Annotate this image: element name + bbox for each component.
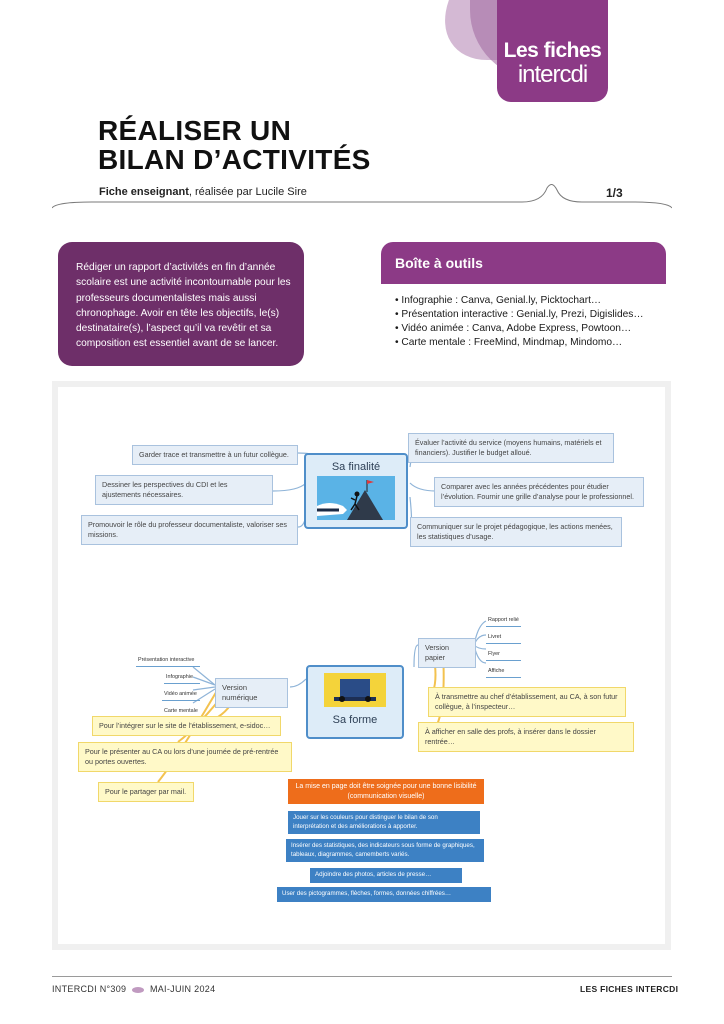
numerique-items bbox=[136, 655, 200, 718]
separator-icon bbox=[132, 987, 144, 993]
papier-item: Livret bbox=[486, 632, 521, 644]
brand-line1: Les fiches bbox=[503, 39, 602, 62]
finalite-right-1: Évaluer l’activité du service (moyens humains, matériels et financiers). Justifier le budget alloué. bbox=[408, 433, 614, 463]
toolbox-item: • Carte mentale : FreeMind, Mindmap, Mindomo… bbox=[395, 336, 666, 350]
footer-date: MAI-JUIN 2024 bbox=[149, 984, 216, 994]
title-line2: BILAN D’ACTIVITÉS bbox=[98, 144, 371, 175]
numerique-item: Vidéo animée bbox=[162, 689, 200, 701]
numerique-item: Carte mentale bbox=[162, 706, 200, 718]
numerique-item: Infographie bbox=[164, 672, 200, 684]
tip-colors: Jouer sur les couleurs pour distinguer le bilan de son interprétation et des améliorations à apporter. bbox=[288, 811, 480, 834]
numerique-item: Présentation interactive bbox=[136, 655, 200, 667]
layout-tip: La mise en page doit être soignée pour une bonne lisibilité (communication visuelle) bbox=[288, 779, 484, 804]
page-indicator: 1/3 bbox=[606, 186, 623, 200]
title-line1: RÉALISER UN bbox=[98, 115, 292, 146]
forme-center-label: Sa forme bbox=[332, 714, 378, 726]
papier-label: Version papier bbox=[418, 638, 476, 668]
finalite-center bbox=[304, 453, 408, 529]
tip-statistics: Insérer des statistiques, des indicateurs sous forme de graphiques, tableaux, diagrammes, camemberts variés. bbox=[286, 839, 484, 862]
finalite-right-3: Communiquer sur le projet pédagogique, les actions menées, les statistiques d’usage. bbox=[410, 517, 622, 547]
toolbox-list bbox=[381, 284, 666, 350]
numerique-use-2: Pour le présenter au CA ou lors d’une journée de pré-rentrée ou portes ouvertes. bbox=[78, 742, 292, 772]
toolbox-item: • Vidéo animée : Canva, Adobe Express, Powtoon… bbox=[395, 322, 666, 336]
papier-item: Affiche bbox=[486, 666, 521, 678]
byline bbox=[99, 186, 307, 198]
finalite-left-2: Dessiner les perspectives du CDI et les ajustements nécessaires. bbox=[95, 475, 273, 505]
finalite-left-3: Promouvoir le rôle du professeur documentaliste, valoriser ses missions. bbox=[81, 515, 298, 545]
toolbox-item: • Présentation interactive : Genial.ly, Prezi, Digislides… bbox=[395, 308, 666, 322]
intro-box: Rédiger un rapport d’activités en fin d’année scolaire est une activité incontournable pour les professeurs documentalistes mais aussi chronophage. Avoir en tête les objectifs, le(s) destinataire(s), l’aspect qu’il va revêtir et sa composition est essentiel avant de se lancer. bbox=[58, 242, 304, 366]
toolbox-item: • Infographie : Canva, Genial.ly, Picktochart… bbox=[395, 294, 666, 308]
papier-item: Rapport relié bbox=[486, 615, 521, 627]
header-divider bbox=[52, 178, 672, 218]
numerique-use-3: Pour le partager par mail. bbox=[98, 782, 194, 802]
footer-issue-number: INTERCDI N°309 bbox=[52, 984, 127, 994]
toolbox bbox=[381, 242, 666, 367]
toolbox-title: Boîte à outils bbox=[381, 242, 666, 284]
finalite-center-label: Sa finalité bbox=[331, 461, 381, 473]
byline-type: Fiche enseignant bbox=[99, 186, 189, 198]
papier-use-1: À transmettre au chef d’établissement, au CA, à son futur collègue, à l’inspecteur… bbox=[428, 687, 626, 717]
brand-logo bbox=[497, 0, 608, 102]
brand-line2: intercdi bbox=[517, 61, 588, 88]
footer-series: LES FICHES INTERCDI bbox=[580, 984, 679, 994]
papier-items bbox=[486, 615, 521, 678]
finalite-illustration bbox=[317, 476, 395, 520]
finalite-right-2: Comparer avec les années précédentes pour étudier l’évolution. Fournir une grille d’analyse pour le professionnel. bbox=[434, 477, 644, 507]
finalite-left-1: Garder trace et transmettre à un futur collègue. bbox=[132, 445, 298, 465]
mindmap-panel bbox=[58, 387, 665, 944]
tip-photos: Adjoindre des photos, articles de presse… bbox=[310, 868, 462, 883]
papier-use-2: À afficher en salle des profs, à insérer dans le dossier rentrée… bbox=[418, 722, 634, 752]
numerique-label: Version numérique bbox=[215, 678, 288, 708]
footer-issue bbox=[52, 984, 215, 994]
tip-pictograms: User des pictogrammes, flèches, formes, données chiffrées… bbox=[277, 887, 491, 902]
forme-center bbox=[306, 665, 404, 739]
papier-item: Flyer bbox=[486, 649, 521, 661]
forme-illustration bbox=[324, 673, 386, 707]
numerique-use-1: Pour l’intégrer sur le site de l’établissement, e-sidoc… bbox=[92, 716, 281, 736]
footer-divider bbox=[52, 976, 672, 977]
page-title bbox=[98, 116, 498, 174]
byline-author: , réalisée par Lucile Sire bbox=[188, 186, 307, 198]
